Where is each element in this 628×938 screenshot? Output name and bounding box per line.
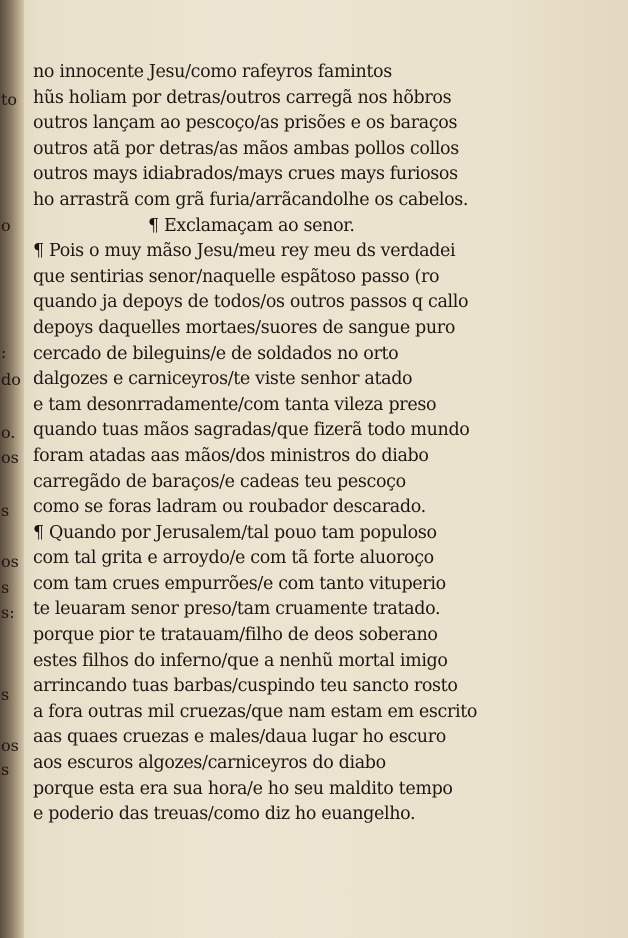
text-line: e tam desonrradamente/com tanta vileza preso <box>33 394 437 415</box>
section-heading: ¶ Exclamaçam ao senor. <box>148 215 355 236</box>
text-line: com tal grita e arroydo/e com tã forte aluoroço <box>33 548 434 569</box>
text-line: outros lançam ao pescoço/as prisões e os baraços <box>33 113 458 134</box>
text-line: foram atadas aas mãos/dos ministros do diabo <box>33 445 429 466</box>
text-line: ho arrastrã com grã furia/arrãcandolhe os cabelos. <box>33 189 469 210</box>
facing-page-fragment: s <box>1 501 10 520</box>
text-line: aos escuros algozes/carniceyros do diabo <box>33 753 386 774</box>
text-line: te leuaram senor preso/tam cruamente tratado. <box>33 599 441 620</box>
facing-page-fragment: os <box>1 552 19 571</box>
facing-page-edge <box>0 60 22 780</box>
text-line: como se foras ladram ou roubador descarado. <box>33 497 426 518</box>
text-line: no innocente Jesu/como rafeyros famintos <box>33 62 392 82</box>
text-line: arrincando tuas barbas/cuspindo teu sancto rosto <box>33 676 458 697</box>
facing-page-fragment: s <box>1 578 10 597</box>
text-line: porque pior te tratauam/filho de deos soberano <box>33 625 438 646</box>
facing-page-fragment: o. <box>1 423 16 442</box>
text-line: ¶ Pois o muy mãso Jesu/meu rey meu ds verdadei <box>33 241 456 262</box>
facing-page-fragment: : <box>1 343 7 362</box>
text-line: e poderio das treuas/como diz ho euangelho. <box>33 804 416 825</box>
text-line: quando ja depoys de todos/os outros passos q callo <box>33 292 469 313</box>
text-line: cercado de bileguins/e de soldados no orto <box>33 343 399 364</box>
text-line: hũs holiam por detras/outros carregã nos hõbros <box>33 87 452 108</box>
text-line: com tam crues empurrões/e com tanto vituperio <box>33 573 446 594</box>
facing-page-fragment: s <box>1 760 10 779</box>
text-line: dalgozes e carniceyros/te viste senhor atado <box>33 369 413 390</box>
facing-page-fragment: do <box>1 370 21 389</box>
facing-page-fragment: os <box>1 736 19 755</box>
text-line: carregãdo de baraços/e cadeas teu pescoço <box>33 471 406 492</box>
text-line: depoys daquelles mortaes/suores de sangue puro <box>33 317 456 338</box>
page-text-block <box>33 60 553 828</box>
text-line: que sentirias senor/naquelle espãtoso passo (ro <box>33 266 440 287</box>
text-line: quando tuas mãos sagradas/que fizerã todo mundo <box>33 420 470 441</box>
text-line: estes filhos do inferno/que a nenhũ mortal imigo <box>33 650 448 671</box>
text-line: ¶ Quando por Jerusalem/tal pouo tam populoso <box>33 522 437 543</box>
facing-page-fragment: s: <box>1 603 15 622</box>
facing-page-fragment: to <box>1 90 18 109</box>
text-line: porque esta era sua hora/e ho seu maldito tempo <box>33 778 453 799</box>
text-line: a fora outras mil cruezas/que nam estam em escrito <box>33 701 478 722</box>
text-line: outros mays idiabrados/mays crues mays furiosos <box>33 164 458 185</box>
text-line: aas quaes cruezas e males/daua lugar ho escuro <box>33 727 446 748</box>
facing-page-fragment: os <box>1 448 19 467</box>
facing-page-fragment: o <box>1 216 11 235</box>
text-line: outros atã por detras/as mãos ambas pollos collos <box>33 138 459 159</box>
facing-page-fragment: s <box>1 685 10 704</box>
